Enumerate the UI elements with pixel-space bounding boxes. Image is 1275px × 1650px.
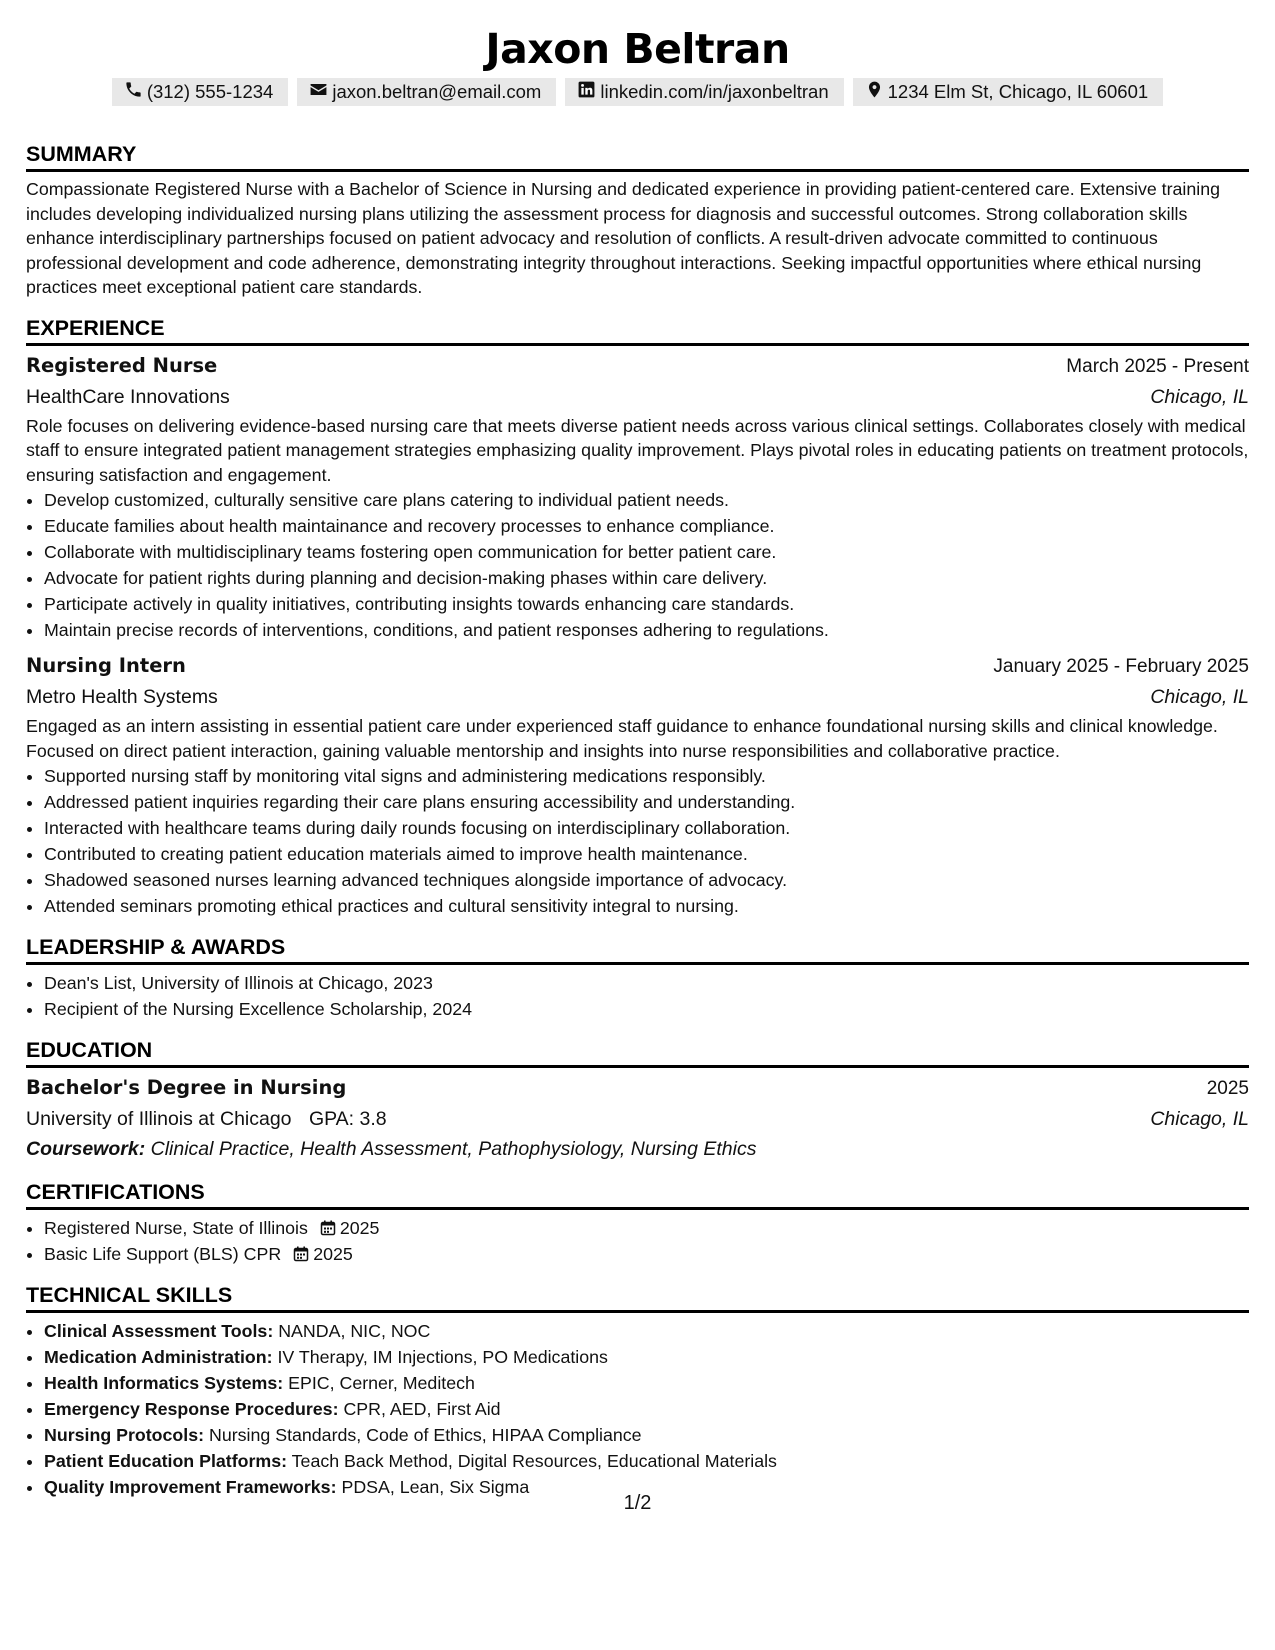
coursework-text: Clinical Practice, Health Assessment, Pathophysiology, Nursing Ethics bbox=[150, 1138, 757, 1160]
awards-section bbox=[26, 933, 1249, 1022]
list-item: • Supported nursing staff by monitoring vital signs and administering medications responsibly. bbox=[44, 763, 1249, 789]
list-item bbox=[44, 1215, 1249, 1241]
list-item: • Shadowed seasoned nurses learning advanced techniques alongside importance of advocacy. bbox=[44, 867, 1249, 893]
certification-year: 2025 bbox=[339, 1218, 380, 1238]
section-heading: LEADERSHIP & AWARDS bbox=[26, 933, 1249, 965]
skill-value: EPIC, Cerner, Meditech bbox=[288, 1373, 475, 1393]
contact-linkedin[interactable] bbox=[565, 78, 843, 106]
skill-value: CPR, AED, First Aid bbox=[343, 1399, 501, 1419]
phone-text: (312) 555-1234 bbox=[146, 81, 274, 102]
job-title: Registered Nurse bbox=[26, 353, 218, 377]
list-item: • Contributed to creating patient education materials aimed to improve health maintenance. bbox=[44, 841, 1249, 867]
job-organization: Metro Health Systems bbox=[26, 686, 218, 708]
school-name: University of Illinois at Chicago bbox=[26, 1108, 292, 1130]
skill-value: IV Therapy, IM Injections, PO Medications bbox=[277, 1347, 608, 1367]
list-item: • Addressed patient inquiries regarding their care plans ensuring accessibility and understanding. bbox=[44, 789, 1249, 815]
resume-page bbox=[26, 22, 1249, 1500]
skill-label: Quality Improvement Frameworks: bbox=[44, 1477, 337, 1497]
list-item: • Advocate for patient rights during planning and decision-making phases within care delivery. bbox=[44, 565, 1249, 591]
certification-name: Basic Life Support (BLS) CPR bbox=[44, 1244, 282, 1264]
coursework-label: Coursework: bbox=[26, 1138, 146, 1160]
skill-value: Teach Back Method, Digital Resources, Educational Materials bbox=[291, 1451, 777, 1471]
awards-list bbox=[26, 970, 1249, 1022]
map-marker-icon bbox=[865, 80, 884, 104]
address-text: 1234 Elm St, Chicago, IL 60601 bbox=[887, 81, 1149, 102]
skills-list bbox=[26, 1318, 1249, 1500]
list-item: • Recipient of the Nursing Excellence Scholarship, 2024 bbox=[44, 996, 1249, 1022]
job-description: Engaged as an intern assisting in essential patient care under experienced staff guidance to enhance foundational nursing skills and clinical knowledge. Focused on direct patient interaction, gaining valuable mentorship and insights into nurse responsibilities and collaborative practice. bbox=[26, 716, 1218, 761]
education-section bbox=[26, 1036, 1249, 1164]
list-item: • Collaborate with multidisciplinary teams fostering open communication for better patient care. bbox=[44, 539, 1249, 565]
job-location: Chicago, IL bbox=[1150, 686, 1249, 708]
section-heading: CERTIFICATIONS bbox=[26, 1178, 1249, 1210]
school-line bbox=[26, 1104, 387, 1134]
section-heading: EXPERIENCE bbox=[26, 314, 1249, 346]
list-item: • Educate families about health maintainance and recovery processes to enhance compliance. bbox=[44, 513, 1249, 539]
list-item bbox=[44, 1241, 1249, 1267]
summary-section bbox=[26, 140, 1249, 300]
section-heading: TECHNICAL SKILLS bbox=[26, 1281, 1249, 1313]
certification-year: 2025 bbox=[313, 1244, 353, 1264]
job-title: Nursing Intern bbox=[26, 654, 186, 677]
list-item bbox=[44, 1318, 1249, 1344]
resume-header bbox=[26, 22, 1249, 106]
skill-value: PDSA, Lean, Six Sigma bbox=[341, 1477, 530, 1497]
list-item: • Dean's List, University of Illinois at Chicago, 2023 bbox=[44, 970, 1249, 996]
coursework-line bbox=[26, 1134, 1249, 1164]
list-item bbox=[44, 1344, 1249, 1370]
list-item: • Develop customized, culturally sensitive care plans catering to individual patient needs. bbox=[44, 487, 1249, 513]
skill-value: Nursing Standards, Code of Ethics, HIPAA Compliance bbox=[209, 1425, 642, 1445]
job-dates: March 2025 - Present bbox=[1066, 355, 1249, 377]
email-text: jaxon.beltran@email.com bbox=[332, 81, 542, 102]
skill-label: Medication Administration: bbox=[44, 1347, 273, 1367]
experience-section bbox=[26, 314, 1249, 920]
certification-name: Registered Nurse, State of Illinois bbox=[44, 1218, 308, 1238]
page-number: 1/2 bbox=[623, 1492, 652, 1514]
contact-email[interactable] bbox=[297, 78, 556, 106]
linkedin-icon bbox=[577, 80, 596, 104]
school-location: Chicago, IL bbox=[1150, 1108, 1249, 1130]
job-entry bbox=[26, 651, 1249, 919]
phone-icon bbox=[124, 80, 143, 104]
skill-label: Clinical Assessment Tools: bbox=[44, 1321, 274, 1341]
summary-text: Compassionate Registered Nurse with a Bachelor of Science in Nursing and dedicated experience in providing patient-centered care. Extensive training includes developing individualized nursing plans utilizing the assessment process for diagnosis and successful outcomes. Strong collaboration skills enhance interdisciplinary partnerships focused on patient advocacy and resolution of conflicts. A result-driven advocate committed to continuous professional development and code adherence, demonstrating integrity throughout interactions. Seeking impactful opportunities where ethical nursing practices meet exceptional patient care standards. bbox=[26, 179, 1220, 297]
skill-value: NANDA, NIC, NOC bbox=[278, 1321, 431, 1341]
job-dates: January 2025 - February 2025 bbox=[993, 656, 1249, 677]
section-heading: EDUCATION bbox=[26, 1036, 1249, 1068]
list-item: • Interacted with healthcare teams during daily rounds focusing on interdisciplinary collaboration. bbox=[44, 815, 1249, 841]
calendar-icon bbox=[281, 1244, 313, 1264]
calendar-icon bbox=[308, 1218, 340, 1238]
skill-label: Patient Education Platforms: bbox=[44, 1451, 288, 1471]
job-entry bbox=[26, 351, 1249, 644]
list-item bbox=[44, 1448, 1249, 1474]
skill-label: Health Informatics Systems: bbox=[44, 1373, 284, 1393]
gpa: GPA: 3.8 bbox=[308, 1108, 387, 1130]
list-item: • Maintain precise records of interventions, conditions, and patient responses adhering to regulations. bbox=[44, 617, 1249, 643]
list-item bbox=[44, 1370, 1249, 1396]
contact-phone[interactable] bbox=[112, 78, 289, 106]
linkedin-text: linkedin.com/in/jaxonbeltran bbox=[600, 81, 829, 102]
list-item: • Attended seminars promoting ethical practices and cultural sensitivity integral to nursing. bbox=[44, 893, 1249, 919]
list-item: • Participate actively in quality initiatives, contributing insights towards enhancing care standards. bbox=[44, 591, 1249, 617]
certifications-list bbox=[26, 1215, 1249, 1267]
section-heading: SUMMARY bbox=[26, 140, 1249, 172]
contact-address bbox=[853, 78, 1164, 106]
list-item bbox=[44, 1396, 1249, 1422]
envelope-icon bbox=[309, 80, 328, 104]
job-description: Role focuses on delivering evidence-based nursing care that meets diverse patient needs across various clinical settings. Collaborates closely with medical staff to ensure integrated patient management strategies emphasizing quality improvement. Plays pivotal roles in educating patients on treatment protocols, ensuring satisfaction and engagement. bbox=[26, 415, 1249, 485]
skill-label: Nursing Protocols: bbox=[44, 1425, 205, 1445]
skill-label: Emergency Response Procedures: bbox=[44, 1399, 339, 1419]
job-location: Chicago, IL bbox=[1150, 385, 1249, 408]
graduation-year: 2025 bbox=[1206, 1078, 1249, 1099]
job-organization: HealthCare Innovations bbox=[26, 385, 230, 408]
certifications-section bbox=[26, 1178, 1249, 1267]
skills-section bbox=[26, 1281, 1249, 1500]
degree-title: Bachelor's Degree in Nursing bbox=[26, 1076, 347, 1099]
list-item bbox=[44, 1422, 1249, 1448]
job-bullets bbox=[26, 763, 1249, 919]
job-bullets bbox=[26, 487, 1249, 643]
contact-bar bbox=[26, 78, 1249, 106]
candidate-name: Jaxon Beltran bbox=[485, 25, 790, 73]
